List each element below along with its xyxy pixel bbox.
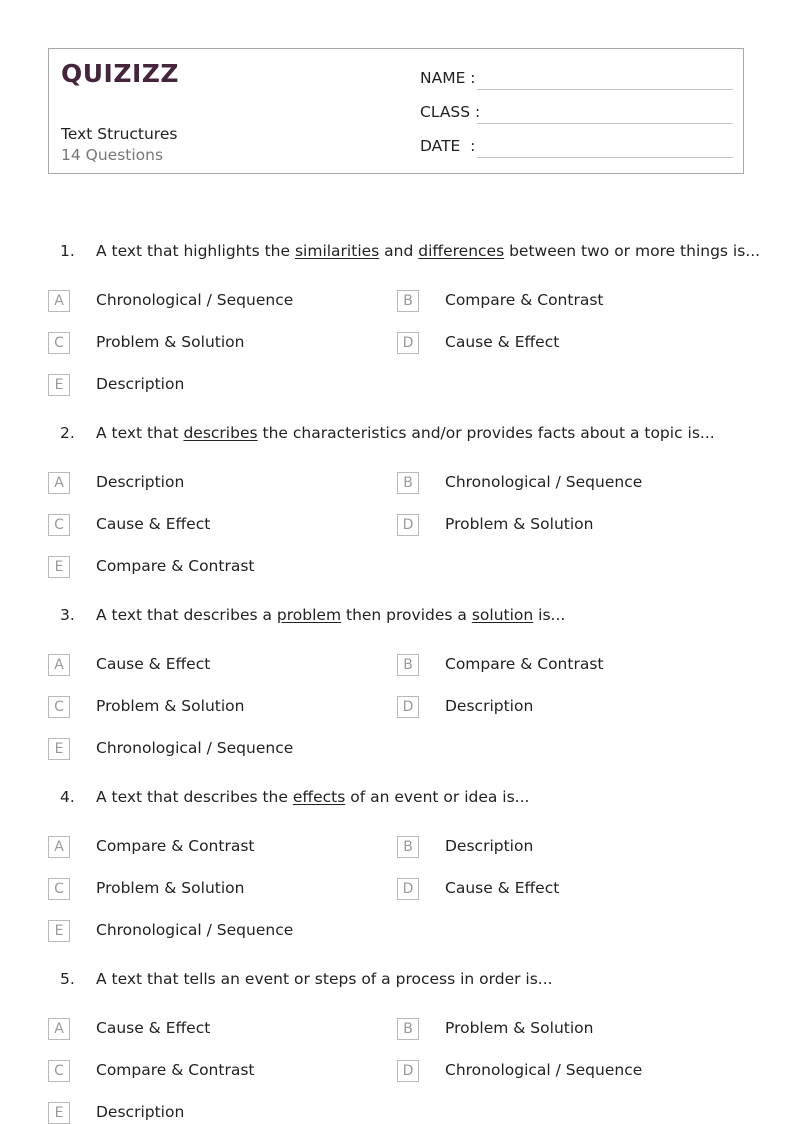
question-number: 4. [60,788,75,806]
option-label: Cause & Effect [96,1019,211,1037]
question-text [96,424,715,442]
option-label: Problem & Solution [445,515,594,533]
question-text-part: is... [533,606,566,624]
keyword-underlined: differences [418,242,505,260]
option-label: Description [445,697,534,715]
question-number: 5. [60,970,75,988]
option-label: Cause & Effect [96,515,211,533]
keyword-underlined: similarities [294,242,380,260]
option-letter-box[interactable]: A [48,290,70,312]
option-label: Compare & Contrast [96,557,255,575]
class-field [420,103,480,121]
option-label: Problem & Solution [445,1019,594,1037]
option-label: Compare & Contrast [445,291,604,309]
option-letter-box[interactable]: B [397,836,419,858]
quizizz-logo: QUIZIZZ [61,59,180,88]
option-letter-box[interactable]: D [397,332,419,354]
option-label: Chronological / Sequence [445,1061,643,1079]
name-field [420,69,476,87]
option-label: Description [96,1103,185,1121]
option-letter-box[interactable]: B [397,654,419,676]
date-line[interactable] [477,157,733,158]
option-letter-box[interactable]: E [48,556,70,578]
keyword-underlined: problem [276,606,342,624]
question-count: 14 Questions [61,146,164,164]
question-text-part: A text that highlights the [96,242,295,260]
question-text-part: A text that [96,424,184,442]
question-text [96,242,760,260]
question-text-part: the characteristics and/or provides facts about a topic is... [257,424,715,442]
option-letter-box[interactable]: C [48,1060,70,1082]
option-letter-box[interactable]: E [48,374,70,396]
class-line[interactable] [477,123,733,124]
option-letter-box[interactable]: A [48,836,70,858]
option-letter-box[interactable]: A [48,472,70,494]
option-label: Chronological / Sequence [96,739,294,757]
date-label: DATE : [420,137,476,155]
option-label: Chronological / Sequence [96,291,294,309]
option-label: Cause & Effect [445,879,560,897]
keyword-underlined: describes [183,424,258,442]
option-letter-box[interactable]: B [397,1018,419,1040]
worksheet-title: Text Structures [61,125,178,143]
question-text-part: A text that describes the [96,788,293,806]
question-text-part: A text that tells an event or steps of a process in order is... [96,970,553,988]
option-letter-box[interactable]: A [48,1018,70,1040]
option-label: Description [445,837,534,855]
option-letter-box[interactable]: C [48,514,70,536]
question-text [96,606,565,624]
question-number: 3. [60,606,75,624]
option-letter-box[interactable]: C [48,332,70,354]
option-letter-box[interactable]: D [397,696,419,718]
keyword-underlined: effects [292,788,346,806]
option-label: Compare & Contrast [445,655,604,673]
date-field [420,137,475,155]
question-text-part: and [379,242,419,260]
option-letter-box[interactable]: A [48,654,70,676]
option-letter-box[interactable]: B [397,472,419,494]
option-letter-box[interactable]: E [48,738,70,760]
option-label: Chronological / Sequence [445,473,643,491]
question-text [96,970,553,988]
worksheet-header [48,48,744,174]
option-label: Chronological / Sequence [96,921,294,939]
option-letter-box[interactable]: B [397,290,419,312]
option-letter-box[interactable]: E [48,920,70,942]
option-label: Problem & Solution [96,333,245,351]
question-text-part: A text that describes a [96,606,277,624]
option-label: Cause & Effect [445,333,560,351]
question-text-part: then provides a [341,606,472,624]
question-text-part: of an event or idea is... [345,788,530,806]
option-label: Problem & Solution [96,879,245,897]
question-number: 1. [60,242,75,260]
option-label: Compare & Contrast [96,837,255,855]
question-number: 2. [60,424,75,442]
option-label: Cause & Effect [96,655,211,673]
question-text [96,788,529,806]
option-letter-box[interactable]: D [397,1060,419,1082]
option-letter-box[interactable]: C [48,878,70,900]
option-letter-box[interactable]: D [397,514,419,536]
name-label: NAME : [420,69,476,87]
option-letter-box[interactable]: E [48,1102,70,1124]
keyword-underlined: solution [471,606,534,624]
class-label: CLASS : [420,103,481,121]
option-label: Description [96,375,185,393]
name-line[interactable] [477,89,733,90]
option-label: Compare & Contrast [96,1061,255,1079]
option-label: Problem & Solution [96,697,245,715]
option-letter-box[interactable]: D [397,878,419,900]
option-label: Description [96,473,185,491]
option-letter-box[interactable]: C [48,696,70,718]
question-text-part: between two or more things is... [504,242,761,260]
